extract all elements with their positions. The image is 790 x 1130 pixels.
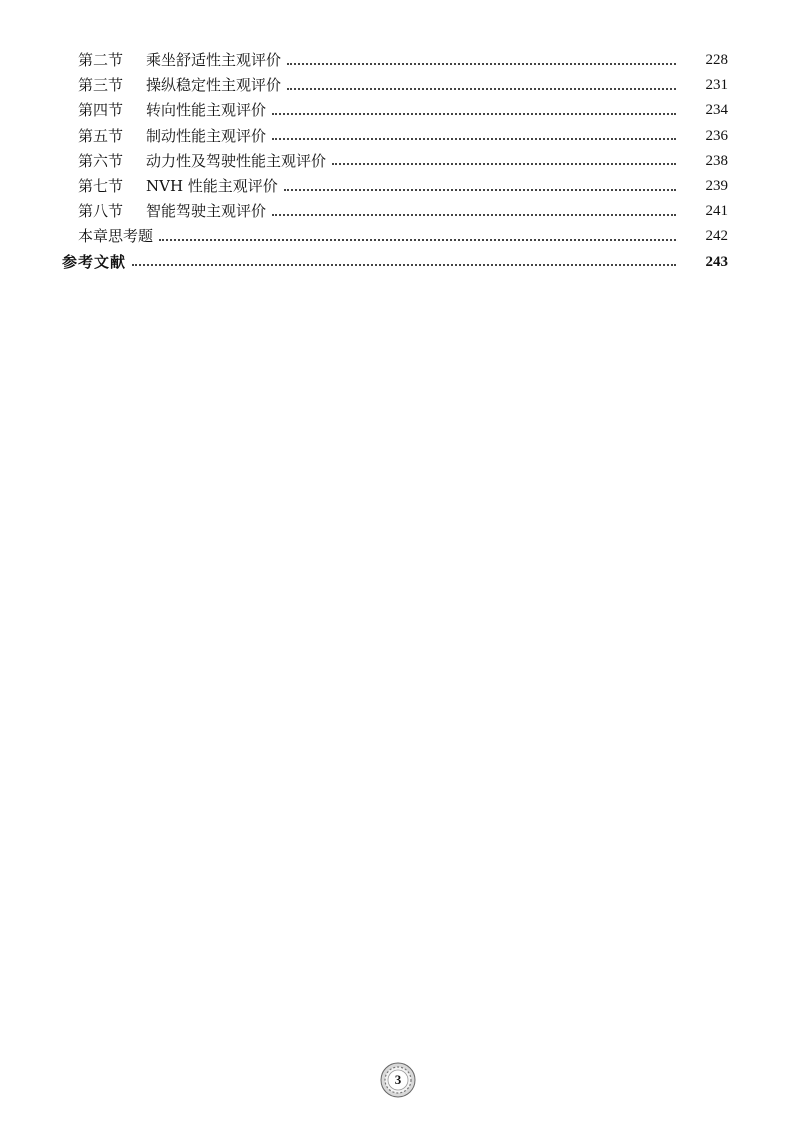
page-number: 3 <box>394 1072 402 1087</box>
section-title: 转向性能主观评价 <box>146 101 267 120</box>
section-title: 本章思考题 <box>78 227 154 246</box>
page-ref: 228 <box>705 52 728 69</box>
dot-leader <box>159 238 676 241</box>
page-number-badge <box>380 1062 416 1098</box>
toc-entry[interactable] <box>0 199 790 224</box>
toc-entry[interactable] <box>0 48 790 73</box>
table-of-contents <box>0 48 790 275</box>
toc-entry[interactable] <box>0 174 790 199</box>
dot-leader <box>272 213 676 216</box>
section-number: 第八节 <box>78 202 124 221</box>
page-ref: 236 <box>705 127 728 144</box>
dot-leader <box>287 62 676 65</box>
page-ref: 241 <box>705 203 728 220</box>
section-title: NVH 性能主观评价 <box>146 177 278 196</box>
toc-entry-chapter-questions[interactable] <box>0 224 790 249</box>
page-ref: 239 <box>705 178 728 195</box>
dot-leader <box>272 137 676 140</box>
page-ref: 238 <box>705 152 728 169</box>
references-title: 参考文献 <box>62 252 127 271</box>
section-title: 智能驾驶主观评价 <box>146 202 267 221</box>
page-ref: 231 <box>705 77 728 94</box>
section-number: 第七节 <box>78 177 124 196</box>
page-ref: 234 <box>705 102 728 119</box>
section-number: 第二节 <box>78 51 124 70</box>
section-number: 第六节 <box>78 151 124 170</box>
section-title: 制动性能主观评价 <box>146 126 267 145</box>
section-title: 乘坐舒适性主观评价 <box>146 51 282 70</box>
section-number: 第五节 <box>78 126 124 145</box>
toc-entry[interactable] <box>0 98 790 123</box>
dot-leader <box>332 162 676 165</box>
page-ref: 243 <box>705 253 728 270</box>
section-number: 第四节 <box>78 101 124 120</box>
toc-entry-references[interactable] <box>0 250 790 275</box>
toc-entry[interactable] <box>0 124 790 149</box>
dot-leader <box>272 112 676 115</box>
section-title: 动力性及驾驶性能主观评价 <box>146 151 327 170</box>
dot-leader <box>132 263 676 266</box>
section-number: 第三节 <box>78 76 124 95</box>
dot-leader <box>284 188 676 191</box>
section-title: 操纵稳定性主观评价 <box>146 76 282 95</box>
page-ref: 242 <box>705 228 728 245</box>
dot-leader <box>287 87 676 90</box>
toc-entry[interactable] <box>0 149 790 174</box>
toc-entry[interactable] <box>0 73 790 98</box>
